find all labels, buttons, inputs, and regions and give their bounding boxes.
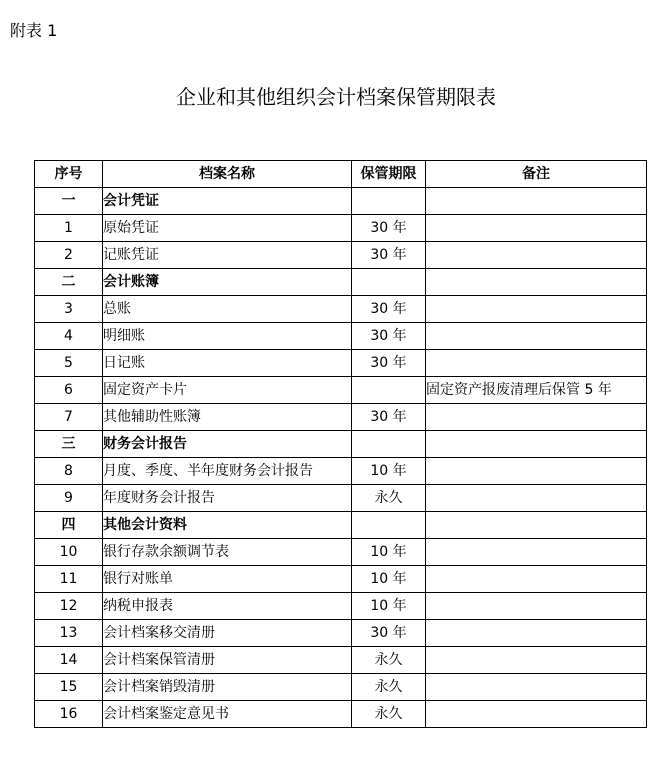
cell-seq: 16: [35, 701, 103, 728]
cell-name: 银行存款余额调节表: [103, 539, 352, 566]
cell-period: 30 年: [352, 296, 426, 323]
table-group-row: [35, 188, 647, 215]
cell-note: [426, 215, 647, 242]
cell-period: 30 年: [352, 404, 426, 431]
header-note: 备注: [426, 161, 647, 188]
cell-seq: 一: [35, 188, 103, 215]
cell-period: [352, 269, 426, 296]
table-row: [35, 242, 647, 269]
annex-label: 附表 1: [10, 21, 58, 40]
cell-period: [352, 188, 426, 215]
cell-note: [426, 566, 647, 593]
cell-note: [426, 674, 647, 701]
cell-name: 会计账簿: [103, 269, 352, 296]
cell-seq: 9: [35, 485, 103, 512]
cell-period: 10 年: [352, 593, 426, 620]
cell-note: [426, 323, 647, 350]
table-row: [35, 566, 647, 593]
cell-note: [426, 593, 647, 620]
cell-seq: 4: [35, 323, 103, 350]
table-row: [35, 350, 647, 377]
cell-name: 会计档案销毁清册: [103, 674, 352, 701]
cell-name: 记账凭证: [103, 242, 352, 269]
table-row: [35, 458, 647, 485]
cell-name: 会计档案保管清册: [103, 647, 352, 674]
table-header-row: [35, 161, 647, 188]
cell-seq: 四: [35, 512, 103, 539]
cell-period: 30 年: [352, 215, 426, 242]
cell-name: 银行对账单: [103, 566, 352, 593]
cell-period: 10 年: [352, 566, 426, 593]
cell-note: [426, 350, 647, 377]
cell-name: 会计档案鉴定意见书: [103, 701, 352, 728]
cell-seq: 6: [35, 377, 103, 404]
cell-period: 永久: [352, 674, 426, 701]
cell-note: [426, 701, 647, 728]
header-period: 保管期限: [352, 161, 426, 188]
table-row: [35, 674, 647, 701]
cell-seq: 15: [35, 674, 103, 701]
cell-period: 30 年: [352, 323, 426, 350]
table-group-row: [35, 512, 647, 539]
cell-period: 30 年: [352, 350, 426, 377]
cell-seq: 8: [35, 458, 103, 485]
cell-note: [426, 296, 647, 323]
cell-seq: 5: [35, 350, 103, 377]
cell-seq: 三: [35, 431, 103, 458]
cell-period: 30 年: [352, 620, 426, 647]
retention-table: [34, 160, 647, 728]
cell-note: [426, 431, 647, 458]
table-row: [35, 701, 647, 728]
cell-name: 纳税申报表: [103, 593, 352, 620]
table-group-row: [35, 431, 647, 458]
cell-note: [426, 269, 647, 296]
cell-seq: 3: [35, 296, 103, 323]
cell-note: [426, 188, 647, 215]
cell-note: [426, 242, 647, 269]
cell-name: 其他会计资料: [103, 512, 352, 539]
cell-note: [426, 647, 647, 674]
cell-name: 明细账: [103, 323, 352, 350]
cell-period: 永久: [352, 485, 426, 512]
cell-note: [426, 512, 647, 539]
cell-seq: 二: [35, 269, 103, 296]
cell-name: 日记账: [103, 350, 352, 377]
cell-period: 10 年: [352, 458, 426, 485]
page-title: 企业和其他组织会计档案保管期限表: [176, 85, 496, 109]
table-row: [35, 539, 647, 566]
cell-period: 永久: [352, 647, 426, 674]
cell-name: 其他辅助性账簿: [103, 404, 352, 431]
cell-name: 年度财务会计报告: [103, 485, 352, 512]
table-row: [35, 485, 647, 512]
table-row: [35, 593, 647, 620]
cell-period: 30 年: [352, 242, 426, 269]
cell-name: 月度、季度、半年度财务会计报告: [103, 458, 352, 485]
header-name: 档案名称: [103, 161, 352, 188]
table-row: [35, 377, 647, 404]
cell-note: [426, 620, 647, 647]
table-row: [35, 647, 647, 674]
table-row: [35, 620, 647, 647]
cell-name: 固定资产卡片: [103, 377, 352, 404]
cell-period: 10 年: [352, 539, 426, 566]
cell-note: [426, 404, 647, 431]
table-row: [35, 296, 647, 323]
cell-seq: 14: [35, 647, 103, 674]
cell-name: 财务会计报告: [103, 431, 352, 458]
table-row: [35, 323, 647, 350]
cell-period: [352, 431, 426, 458]
cell-seq: 13: [35, 620, 103, 647]
cell-name: 会计凭证: [103, 188, 352, 215]
cell-seq: 7: [35, 404, 103, 431]
cell-period: [352, 377, 426, 404]
cell-seq: 2: [35, 242, 103, 269]
table-row: [35, 404, 647, 431]
cell-seq: 12: [35, 593, 103, 620]
cell-period: 永久: [352, 701, 426, 728]
cell-note: 固定资产报废清理后保管 5 年: [426, 377, 647, 404]
cell-name: 原始凭证: [103, 215, 352, 242]
cell-note: [426, 485, 647, 512]
cell-seq: 10: [35, 539, 103, 566]
table-group-row: [35, 269, 647, 296]
cell-name: 会计档案移交清册: [103, 620, 352, 647]
cell-name: 总账: [103, 296, 352, 323]
cell-seq: 1: [35, 215, 103, 242]
table-body: [35, 188, 647, 728]
cell-note: [426, 458, 647, 485]
cell-note: [426, 539, 647, 566]
cell-seq: 11: [35, 566, 103, 593]
table-row: [35, 215, 647, 242]
cell-period: [352, 512, 426, 539]
header-seq: 序号: [35, 161, 103, 188]
